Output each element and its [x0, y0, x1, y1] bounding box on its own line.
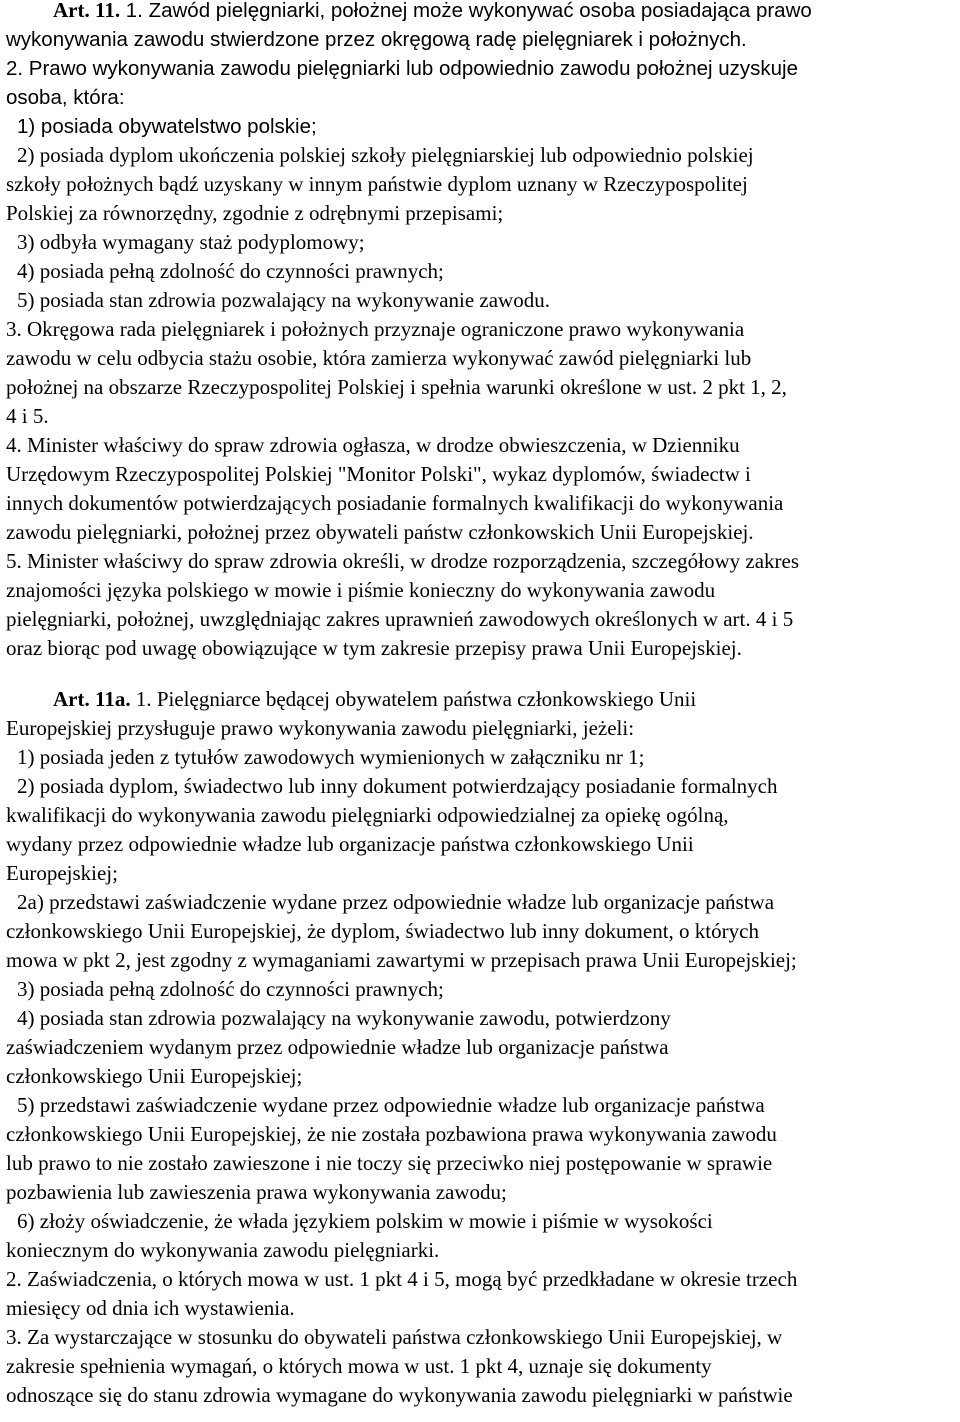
art-11a-point-2: 2) posiada dyplom, świadectwo lub inny dokument potwierdzający posiadanie formalnych — [17, 774, 778, 798]
art-11a-point-2a: 2a) przedstawi zaświadczenie wydane przez odpowiednie władze lub organizacje państwa — [17, 890, 775, 914]
section-gap — [6, 663, 954, 685]
art-11a-para-3-line-1: 3. Za wystarczające w stosunku do obywateli państwa członkowskiego Unii Europejskiej, w — [6, 1325, 783, 1349]
art-11a-line-1 — [6, 685, 954, 714]
art-11-para-5-line-2: znajomości języka polskiego w mowie i piśmie konieczny do wykonywania zawodu — [6, 578, 716, 602]
art-11-point-5: 5) posiada stan zdrowia pozwalający na wykonywanie zawodu. — [17, 288, 550, 312]
art-11-para-3-line-4: 4 i 5. — [6, 404, 49, 428]
art-11-para-4-line-4: zawodu pielęgniarki, położnej przez obywateli państw członkowskich Unii Europejskiej. — [6, 520, 754, 544]
art-11a-point-6: 6) złoży oświadczenie, że włada językiem polskim w mowie i piśmie w wysokości — [17, 1209, 713, 1233]
art-11a-heading: Art. 11a. — [53, 687, 131, 711]
art-11-para-5-line-3: pielęgniarki, położnej, uwzględniając zakres uprawnień zawodowych określonych w art. 4 i 5 — [6, 607, 794, 631]
art-11-line-1-text: 1. Zawód pielęgniarki, położnej może wykonywać osoba posiadająca prawo — [120, 0, 812, 22]
art-11-line-2: wykonywania zawodu stwierdzone przez okręgową radę pielęgniarek i położnych. — [6, 28, 747, 51]
art-11a-point-5: 5) przedstawi zaświadczenie wydane przez odpowiednie władze lub organizacje państwa — [17, 1093, 765, 1117]
art-11-point-1: 1) posiada obywatelstwo polskie; — [17, 115, 317, 138]
art-11-line-8: Polskiej za równorzędny, zgodnie z odrębnymi przepisami; — [6, 201, 504, 225]
art-11a-line-7: Europejskiej; — [6, 861, 118, 885]
art-11-line-1 — [6, 0, 954, 25]
art-11a-line-1-text: 1. Pielęgniarce będącej obywatelem państwa członkowskiego Unii — [130, 687, 697, 711]
art-11-para-3-line-3: położnej na obszarze Rzeczypospolitej Polskiej i spełnia warunki określone w ust. 2 pkt 1, 2, — [6, 375, 787, 399]
art-11a-line-17: lub prawo to nie zostało zawieszone i nie toczy się przeciwko niej postępowanie w sprawie — [6, 1151, 773, 1175]
art-11a-line-18: pozbawienia lub zawieszenia prawa wykonywania zawodu; — [6, 1180, 507, 1204]
art-11a-line-2: Europejskiej przysługuje prawo wykonywania zawodu pielęgniarki, jeżeli: — [6, 716, 635, 740]
art-11a-para-3-line-2: zakresie spełnienia wymagań, o których mowa w ust. 1 pkt 4, uznaje się dokumenty — [6, 1354, 712, 1378]
art-11-point-4: 4) posiada pełną zdolność do czynności prawnych; — [17, 259, 444, 283]
art-11-point-3: 3) odbyła wymagany staż podyplomowy; — [17, 230, 365, 254]
art-11a-point-3: 3) posiada pełną zdolność do czynności prawnych; — [17, 977, 444, 1001]
art-11a-point-4: 4) posiada stan zdrowia pozwalający na wykonywanie zawodu, potwierdzony — [17, 1006, 671, 1030]
art-11-line-7: szkoły położnych bądź uzyskany w innym państwie dyplom uznany w Rzeczypospolitej — [6, 172, 748, 196]
art-11a-line-20: koniecznym do wykonywania zawodu pielęgniarki. — [6, 1238, 440, 1262]
art-11a-line-14: członkowskiego Unii Europejskiej; — [6, 1064, 303, 1088]
art-11-para-4-line-3: innych dokumentów potwierdzających posiadanie formalnych kwalifikacji do wykonywania — [6, 491, 784, 515]
art-11-para-4-line-1: 4. Minister właściwy do spraw zdrowia ogłasza, w drodze obwieszczenia, w Dzienniku — [6, 433, 740, 457]
art-11a-line-5: kwalifikacji do wykonywania zawodu pielęgniarki odpowiedzialnej za opiekę ogólną, — [6, 803, 729, 827]
art-11a-para-2-line-1: 2. Zaświadczenia, o których mowa w ust. 1 pkt 4 i 5, mogą być przedkładane w okresie trzech — [6, 1267, 798, 1291]
art-11a-line-16: członkowskiego Unii Europejskiej, że nie została pozbawiona prawa wykonywania zawodu — [6, 1122, 777, 1146]
art-11-para-3-line-2: zawodu w celu odbycia stażu osobie, która zamierza wykonywać zawód pielęgniarki lub — [6, 346, 752, 370]
art-11-point-2: 2) posiada dyplom ukończenia polskiej szkoły pielęgniarskiej lub odpowiednio polskiej — [17, 143, 754, 167]
art-11a-line-9: członkowskiego Unii Europejskiej, że dyplom, świadectwo lub inny dokument, o których — [6, 919, 759, 943]
art-11-line-3: 2. Prawo wykonywania zawodu pielęgniarki lub odpowiednio zawodu położnej uzyskuje — [6, 57, 799, 80]
art-11a-para-2-line-2: miesięcy od dnia ich wystawienia. — [6, 1296, 295, 1320]
document-page — [6, 0, 954, 1410]
art-11a-line-6: wydany przez odpowiednie władze lub organizacje państwa członkowskiego Unii — [6, 832, 694, 856]
art-11-para-5-line-4: oraz biorąc pod uwagę obowiązujące w tym zakresie przepisy prawa Unii Europejskiej. — [6, 636, 742, 660]
art-11-heading: Art. 11. — [53, 0, 121, 22]
art-11a-point-1: 1) posiada jeden z tytułów zawodowych wymienionych w załączniku nr 1; — [17, 745, 645, 769]
art-11-line-4: osoba, która: — [6, 86, 125, 109]
art-11-para-3-line-1: 3. Okręgowa rada pielęgniarek i położnych przyznaje ograniczone prawo wykonywania — [6, 317, 745, 341]
art-11a-line-13: zaświadczeniem wydanym przez odpowiednie władze lub organizacje państwa — [6, 1035, 669, 1059]
art-11-para-5-line-1: 5. Minister właściwy do spraw zdrowia określi, w drodze rozporządzenia, szczegółowy zakres — [6, 549, 800, 573]
art-11a-line-10: mowa w pkt 2, jest zgodny z wymaganiami zawartymi w przepisach prawa Unii Europejskiej; — [6, 948, 797, 972]
art-11-para-4-line-2: Urzędowym Rzeczypospolitej Polskiej "Monitor Polski", wykaz dyplomów, świadectw i — [6, 462, 751, 486]
art-11a-para-3-line-3: odnoszące się do stanu zdrowia wymagane do wykonywania zawodu pielęgniarki w państwie — [6, 1383, 793, 1407]
